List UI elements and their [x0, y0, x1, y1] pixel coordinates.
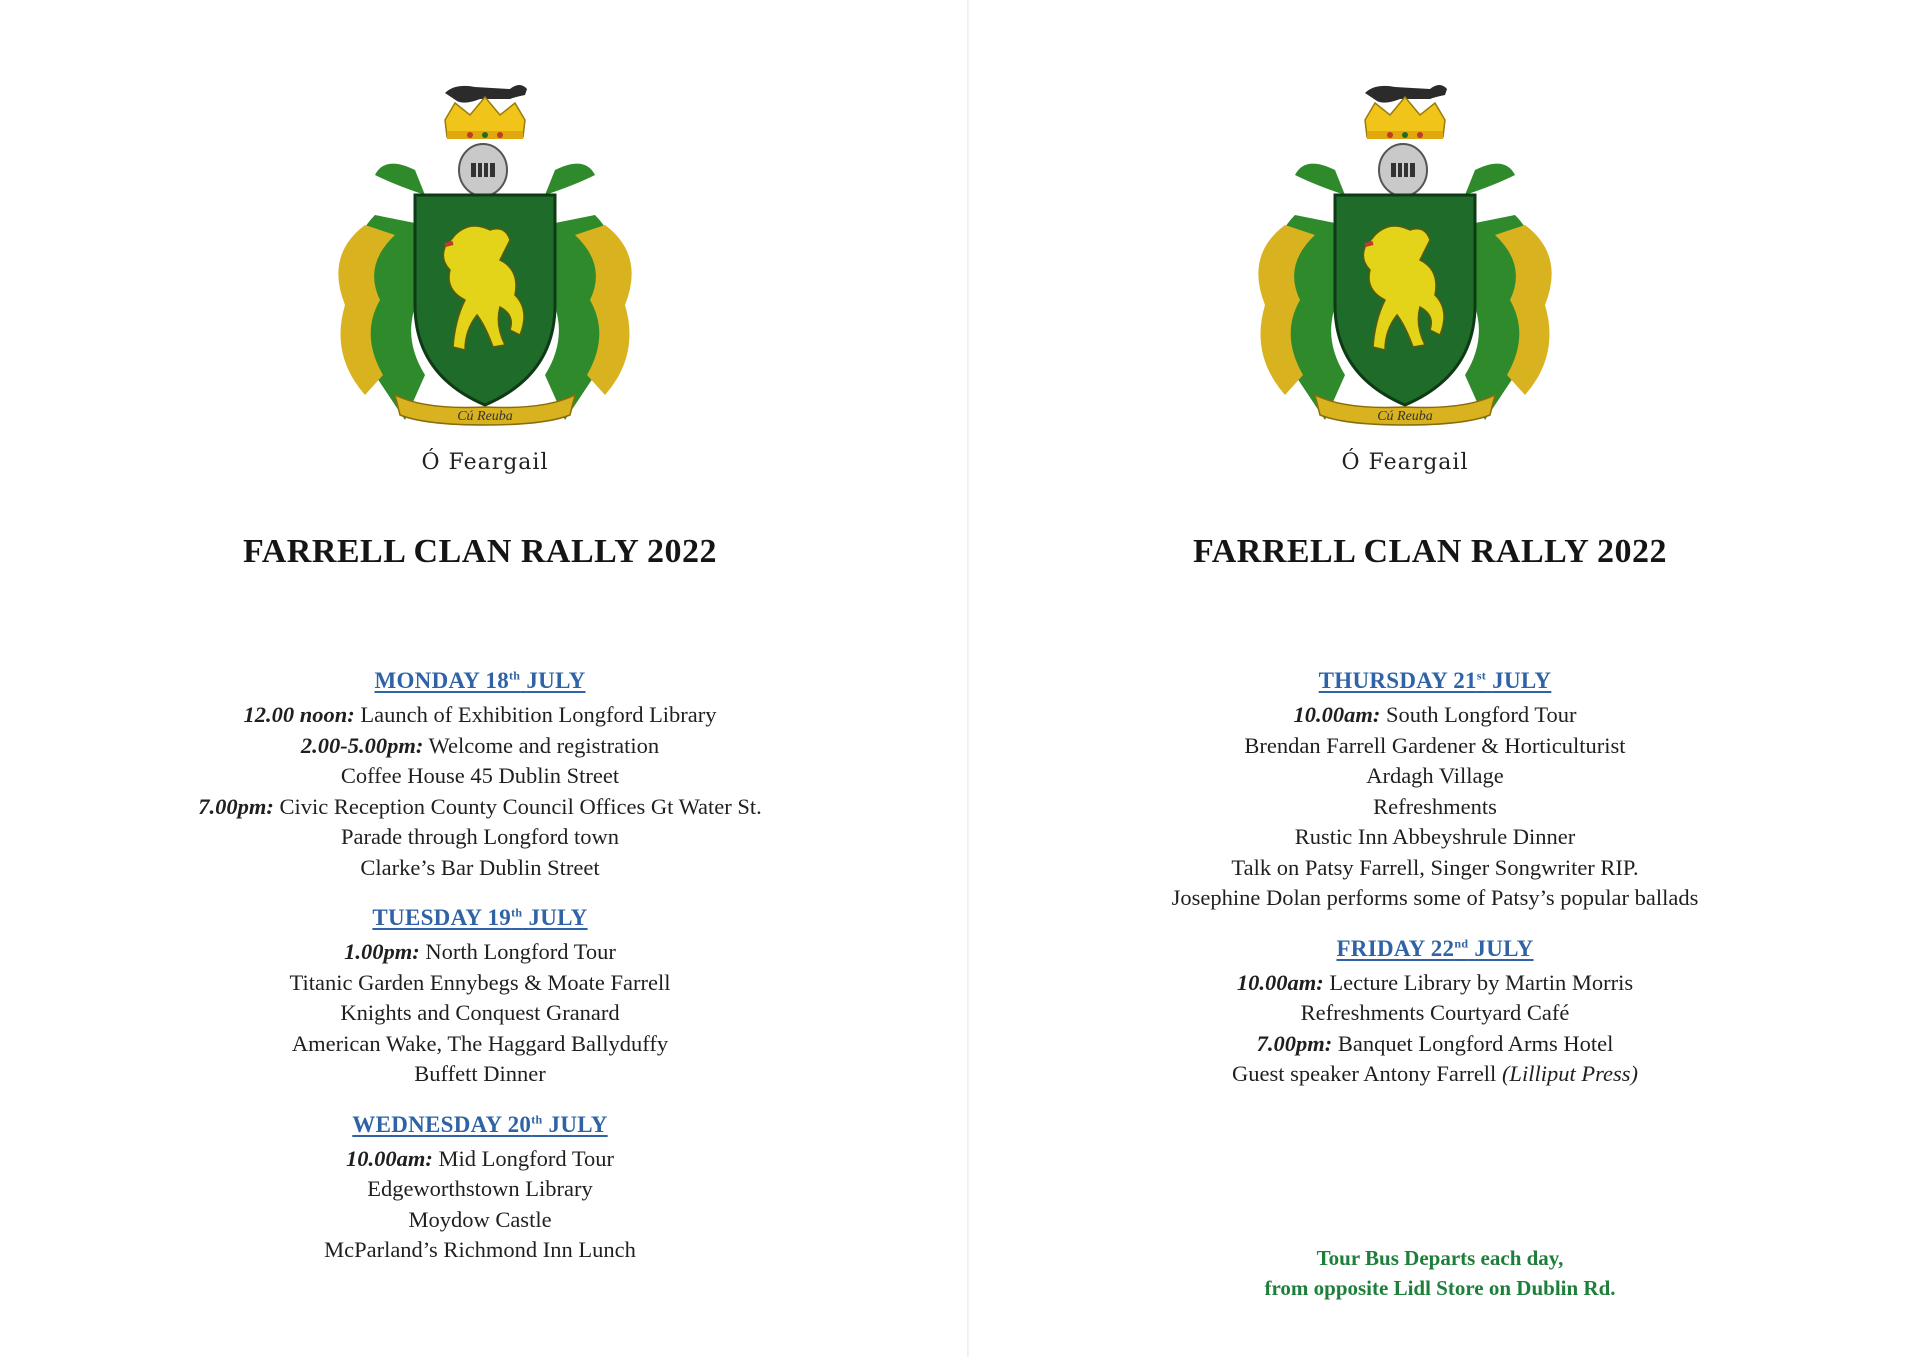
day-heading: THURSDAY 21st JULY — [1318, 668, 1552, 693]
day-heading: TUESDAY 19th JULY — [372, 905, 588, 930]
day-tuesday — [0, 905, 960, 1090]
schedule-line: Guest speaker Antony Farrell (Lilliput Press) — [1232, 1061, 1638, 1086]
schedule-line: 2.00-5.00pm: Welcome and registration — [300, 732, 660, 758]
coat-of-arms-icon — [1225, 75, 1585, 485]
schedule-line: 7.00pm: Banquet Longford Arms Hotel — [1256, 1030, 1614, 1056]
schedule-right — [955, 668, 1915, 1112]
schedule-line: Moydow Castle — [408, 1206, 552, 1232]
schedule-line: 10.00am: South Longford Tour — [1293, 702, 1577, 727]
schedule-line: Buffett Dinner — [414, 1061, 546, 1086]
schedule-line: Parade through Longford town — [340, 824, 620, 849]
tour-bus-note-line1: Tour Bus Departs each day, — [1316, 1246, 1564, 1270]
day-monday — [0, 668, 960, 883]
motto-text: Cú Reuba — [1377, 409, 1433, 424]
day-friday — [955, 936, 1915, 1090]
schedule-line: Refreshments — [1373, 793, 1497, 819]
schedule-line: Edgeworthstown Library — [367, 1176, 593, 1201]
right-page — [960, 0, 1920, 1357]
day-heading: FRIDAY 22nd JULY — [1336, 935, 1534, 961]
schedule-line: Josephine Dolan performs some of Patsy’s popular ballads — [1171, 885, 1699, 910]
day-wednesday — [0, 1112, 960, 1266]
coat-of-arms-icon — [305, 75, 665, 485]
motto-text: Cú Reuba — [457, 409, 513, 424]
page-title: FARRELL CLAN RALLY 2022 — [1192, 533, 1668, 570]
schedule-line: 7.00pm: Civic Reception County Council Offices Gt Water St. — [198, 793, 762, 819]
coat-of-arms — [1225, 75, 1585, 485]
day-heading: MONDAY 18th JULY — [374, 668, 586, 693]
schedule-line: Titanic Garden Ennybegs & Moate Farrell — [289, 969, 671, 995]
schedule-line: 10.00am: Lecture Library by Martin Morris — [1236, 969, 1634, 995]
schedule-left — [0, 668, 960, 1288]
day-thursday — [955, 668, 1915, 914]
schedule-line: 1.00pm: North Longford Tour — [344, 939, 616, 964]
schedule-line: Clarke’s Bar Dublin Street — [360, 854, 600, 880]
gaelic-name: Ó Feargail — [1341, 450, 1469, 475]
schedule-line: American Wake, The Haggard Ballyduffy — [291, 1030, 669, 1056]
tour-bus-note-line2: from opposite Lidl Store on Dublin Rd. — [1264, 1276, 1616, 1300]
schedule-line: Knights and Conquest Granard — [340, 1000, 620, 1025]
day-heading: WEDNESDAY 20th JULY — [352, 1111, 608, 1137]
schedule-line: Ardagh Village — [1366, 763, 1504, 788]
schedule-line: Brendan Farrell Gardener & Horticulturist — [1244, 732, 1626, 758]
schedule-line: Coffee House 45 Dublin Street — [340, 763, 620, 788]
schedule-line: 12.00 noon: Launch of Exhibition Longford Library — [243, 702, 717, 727]
coat-of-arms — [305, 75, 665, 485]
schedule-line: Talk on Patsy Farrell, Singer Songwriter RIP. — [1231, 854, 1639, 880]
gaelic-name: Ó Feargail — [421, 450, 549, 475]
schedule-line: Rustic Inn Abbeyshrule Dinner — [1294, 824, 1576, 849]
tour-bus-note — [960, 1243, 1920, 1303]
schedule-line: Refreshments Courtyard Café — [1300, 1000, 1570, 1025]
schedule-line: McParland’s Richmond Inn Lunch — [324, 1237, 636, 1262]
schedule-line: 10.00am: Mid Longford Tour — [346, 1145, 614, 1171]
page-title: FARRELL CLAN RALLY 2022 — [242, 533, 718, 570]
